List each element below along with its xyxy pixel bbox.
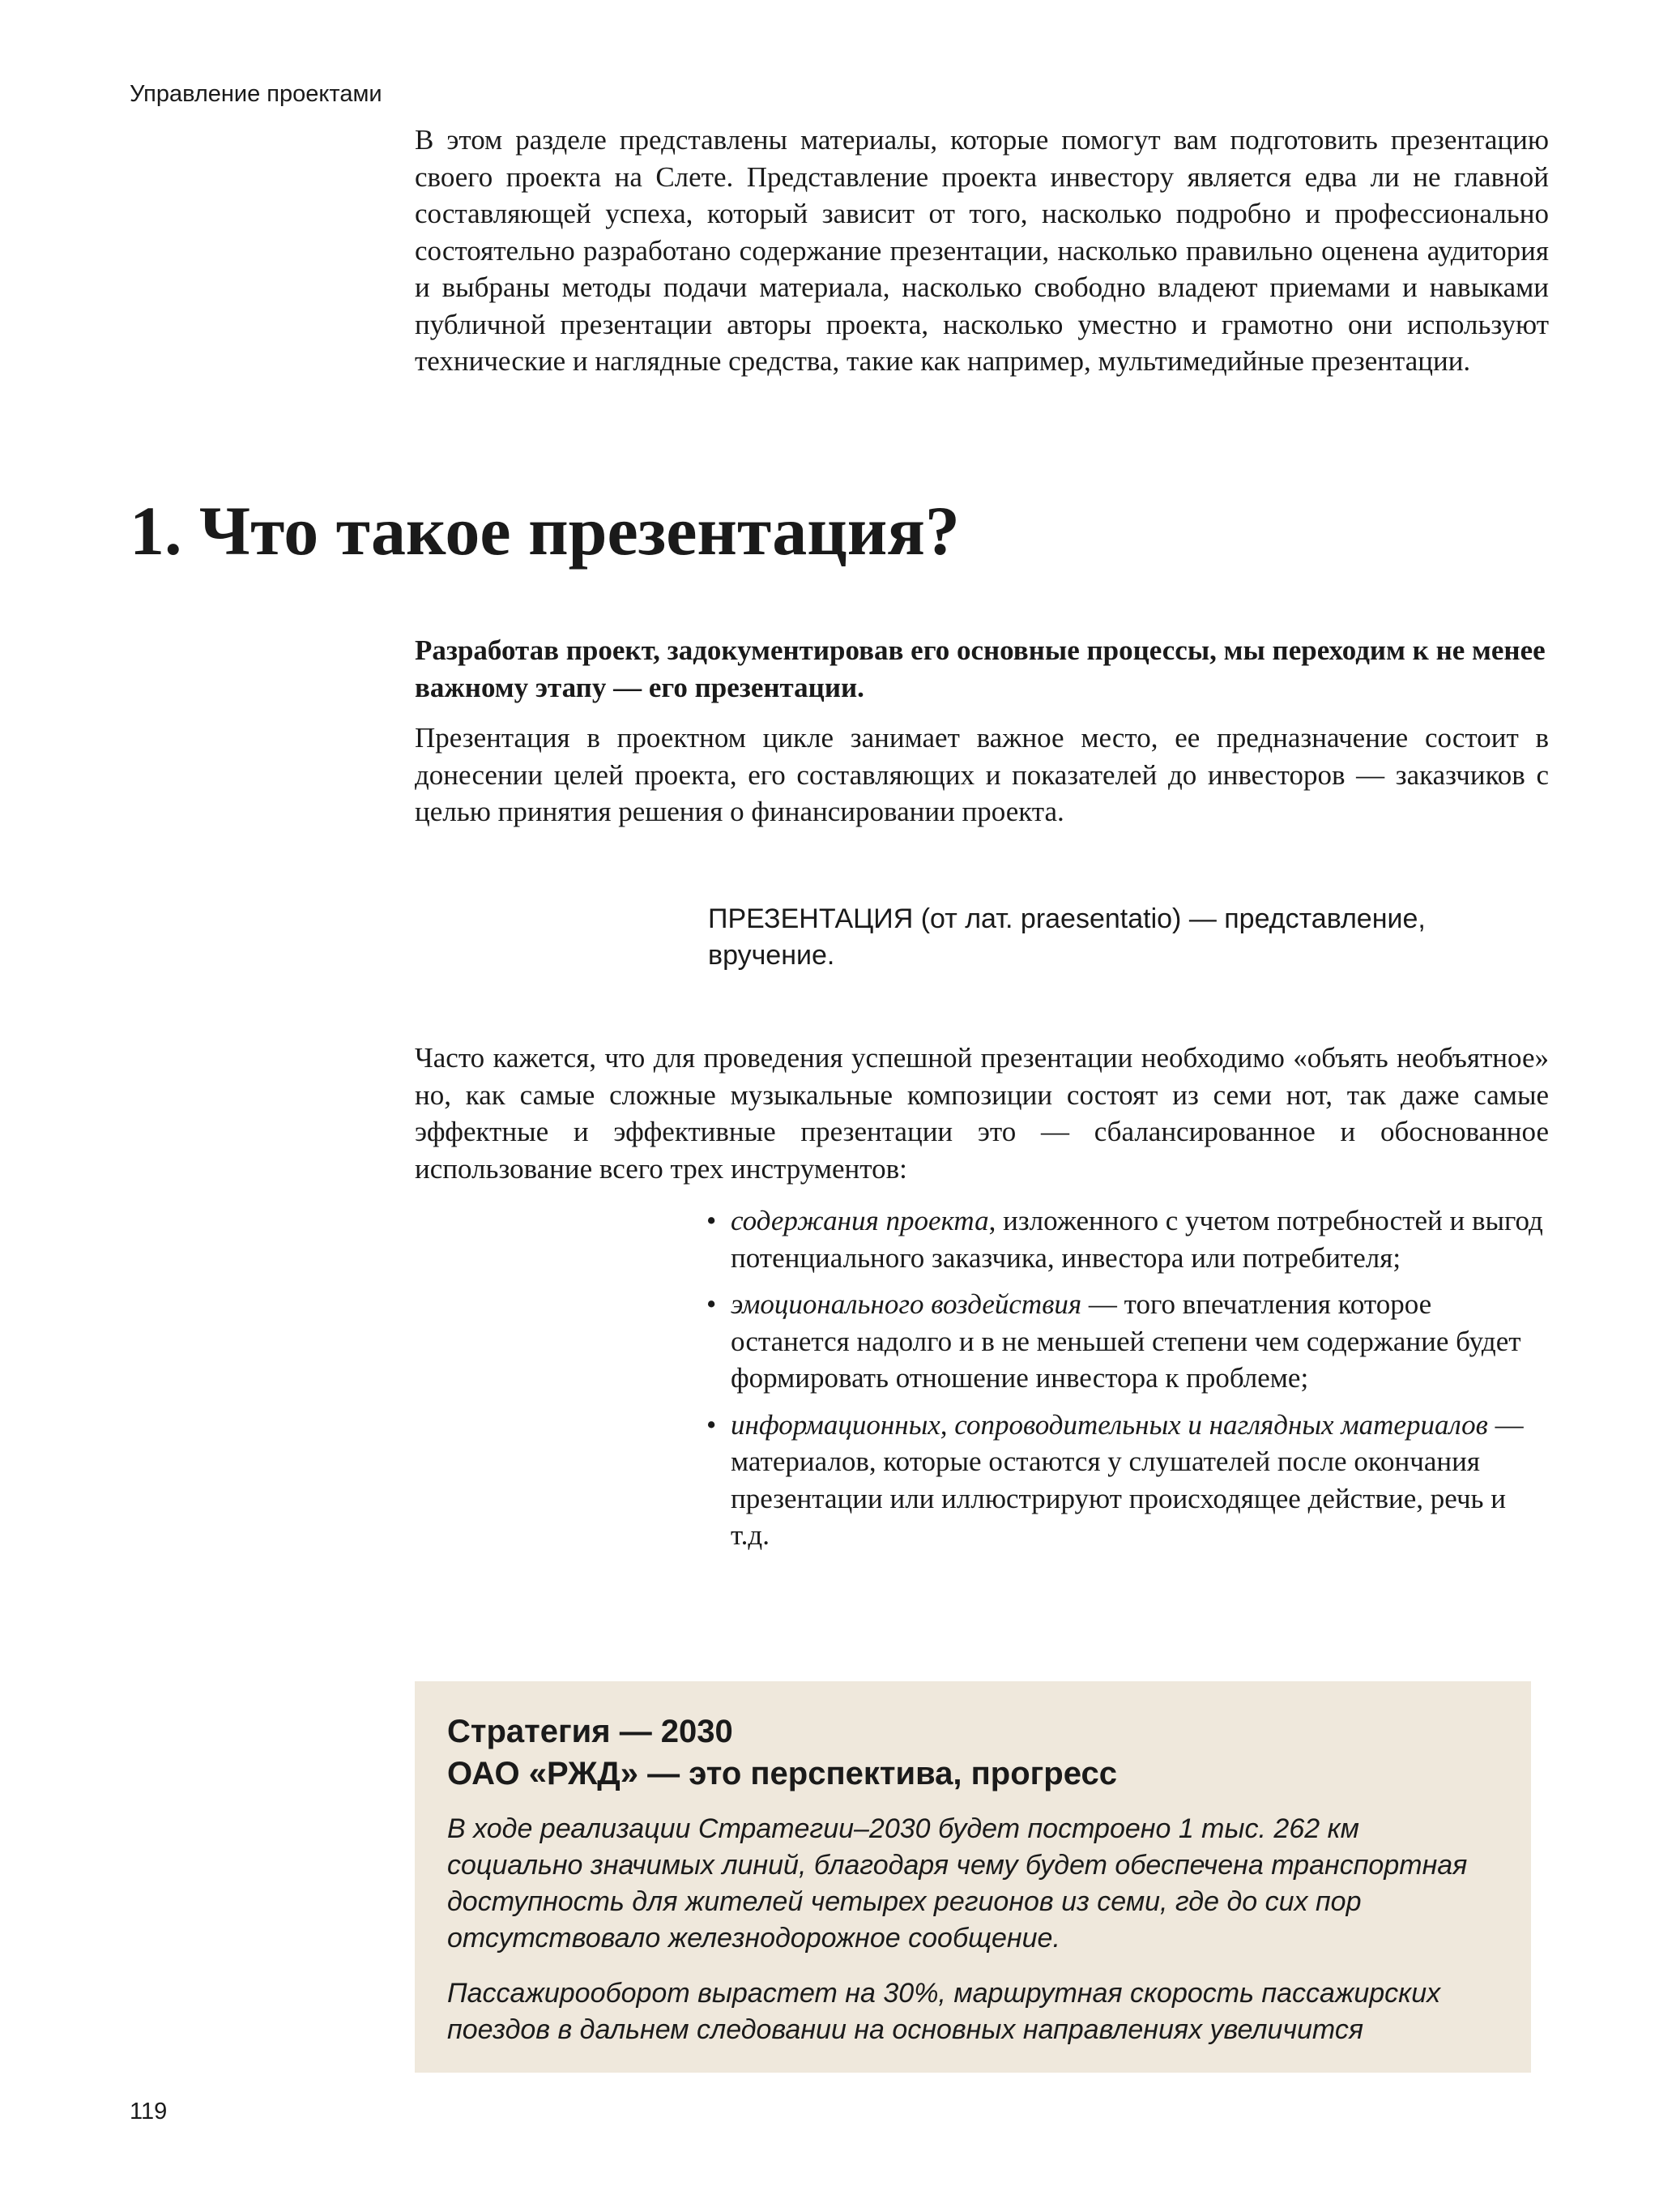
lead-paragraph: Разработав проект, задокументировав его основные процессы, мы переходим к не менее важному этапу — его презентации. — [415, 634, 1546, 703]
definition-line-2: вручение. — [708, 940, 835, 971]
callout-title-line-2: ОАО «РЖД» — это перспектива, прогресс — [447, 1756, 1117, 1791]
list-item-term: информационных, сопроводительных и наглядных материалов — [731, 1408, 1488, 1441]
bullet-icon: • — [706, 1205, 717, 1236]
list-item-text: — материалов, которые остаются у слушателей после окончания презентации или иллюстрируют происходящее действие, речь и т.д. — [731, 1408, 1524, 1551]
list-item-text: , изложенного с учетом потребностей и выгод потенциального заказчика, инвестора или потребителя; — [731, 1205, 1543, 1274]
list-item — [706, 1202, 1549, 1276]
body-paragraph-3: Часто кажется, что для проведения успешной презентации необходимо «объять необъятное» но, как самые сложные музыкальные композиции состоят из семи нот, так даже самые эффектные и эффективные презентации это — сбалансированное и обоснованное использование всего трех инструментов: — [415, 1042, 1549, 1185]
callout-paragraph-1: В ходе реализации Стратегии–2030 будет построено 1 тыс. 262 км социально значимых линий, благодаря чему будет обеспечена транспортная доступность для жителей четырех регионов из семи, где до сих пор отсутствовало железнодорожное сообщение. — [447, 1813, 1468, 1954]
list-item-term: содержания проекта — [731, 1205, 989, 1236]
list-item-text: — того впечатления которое останется надолго и в не меньшей степени чем содержание будет формировать отношение инвестора к проблеме; — [731, 1288, 1521, 1394]
bullet-icon: • — [706, 1288, 717, 1320]
instruments-list — [706, 1202, 1549, 1564]
section-heading: 1. Что такое презентация? — [130, 492, 960, 570]
callout-title — [447, 1710, 1117, 1795]
body-paragraph-2: Презентация в проектном цикле занимает важное место, ее предназначение состоит в донесении целей проекта, его составляющих и показателей до инвесторов — заказчиков с целью принятия решения о финансировании проекта. — [415, 722, 1549, 827]
definition-note — [708, 901, 1534, 974]
definition-line-1: ПРЕЗЕНТАЦИЯ (от лат. praesentatio) — представление, — [708, 903, 1426, 934]
list-item-term: эмоционального воздействия — [731, 1288, 1082, 1320]
callout-paragraph-2: Пассажирооборот вырастет на 30%, маршрутная скорость пассажирских поездов в дальнем следовании на основных направлениях увеличится — [447, 1978, 1441, 2045]
running-header: Управление проектами — [130, 81, 382, 107]
callout-box — [415, 1681, 1531, 2073]
callout-title-line-1: Стратегия — 2030 — [447, 1714, 733, 1749]
intro-paragraph: В этом разделе представлены материалы, которые помогут вам подготовить презентацию своего проекта на Слете. Представление проекта инвестору является едва ли не главной составляющей успеха, который зависит от того, насколько подробно и профессионально состоятельно разработано содержание презентации, насколько правильно оценена аудитория и выбраны методы подачи материала, насколько свободно владеют приемами и навыками публичной презентации авторы проекта, насколько уместно и грамотно они используют технические и наглядные средства, такие как например, мультимедийные презентации. — [415, 124, 1549, 377]
page-number: 119 — [130, 2099, 168, 2124]
list-item — [706, 1286, 1549, 1397]
list-item — [706, 1407, 1549, 1554]
bullet-icon: • — [706, 1408, 717, 1441]
